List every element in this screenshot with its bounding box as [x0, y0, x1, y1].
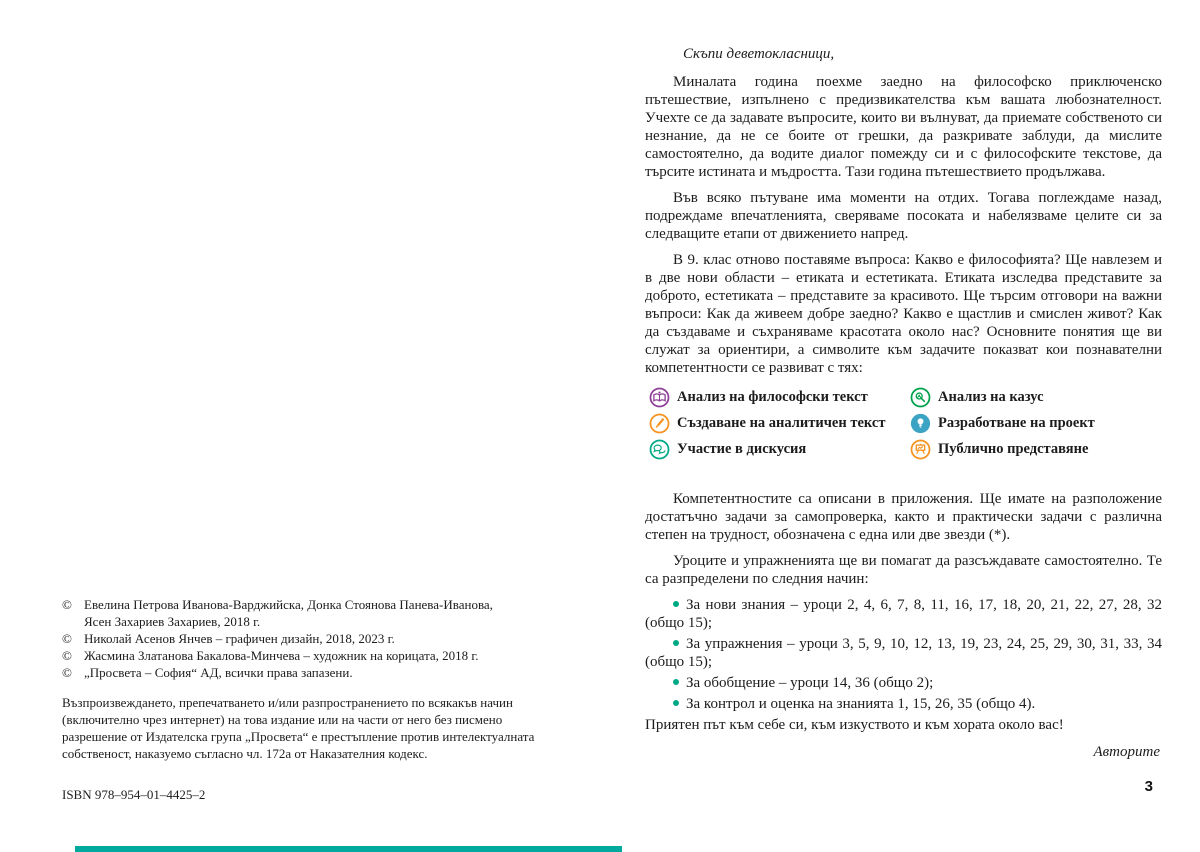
left-page-imprint [62, 596, 540, 803]
legend-item [649, 413, 910, 434]
legend-label: Разработване на проект [938, 415, 1095, 431]
page-number: 3 [1144, 778, 1153, 795]
legend-label: Публично представяне [938, 441, 1089, 457]
copyright-line [62, 596, 540, 613]
magnifying-glass-icon [910, 387, 931, 408]
preface-paragraph: В 9. клас отново поставяме въпроса: Какво е философията? Ще навлезем и в две нови области – етиката и естетиката. Етиката изследва представите за доброто, естетиката – представите за красивото. Ще търсим отговори на важни въпроси: Как да живеем добре заедно? Какво е щастлив и смислен живот? Как да създаваме и съхраняваме красотата около нас? Основните понятия ще ви служат за ориентири, а символите към задачите показват кои познавателни компетентности се развиват с тях: [645, 252, 1162, 376]
copyright-text: Евелина Петрова Иванова-Варджийска, Донка Стоянова Панева-Иванова, [84, 597, 493, 612]
legend-item [910, 413, 1095, 434]
legend-label: Анализ на философски текст [677, 389, 868, 405]
copyright-line [62, 630, 540, 647]
copyright-line [62, 613, 540, 630]
bullet-text: За упражнения – уроци 3, 5, 9, 10, 12, 13, 19, 23, 24, 25, 29, 30, 31, 33, 34 (общо 15); [645, 636, 1162, 670]
lesson-type-bullet [645, 695, 1162, 713]
bullet-dot-icon [673, 679, 679, 685]
legend-item [910, 387, 1095, 408]
preface-paragraph: Миналата година поехме заедно на философско приключенско пътешествие, изпълнено с предизвикателства към вашата любознателност. Учехте се да задавате въпросите, които ви вълнуват, да приемате собственото си незнание, да не се боите от грешки, да разкривате заблуди, да мислите самостоятелно, да водите диалог помежду си и с философските текстове, да търсите истината и мъдростта. Тази година пътешествието продължава. [645, 74, 1162, 180]
right-page [645, 46, 1162, 761]
closing-line: Приятен път към себе си, към изкуството и към хората около вас! [645, 717, 1064, 733]
bullet-text: За обобщение – уроци 14, 36 (общо 2); [686, 675, 934, 691]
footer-color-bar [75, 846, 622, 852]
legend-item [649, 439, 910, 460]
bullet-text: За контрол и оценка на знанията 1, 15, 26, 35 (общо 4). [686, 696, 1036, 712]
speech-bubbles-icon [649, 439, 670, 460]
copyright-text: „Просвета – София“ АД, всички права запазени. [84, 665, 353, 680]
presentation-board-icon [910, 439, 931, 460]
authors-signature: Авторите [1093, 744, 1160, 760]
lesson-type-bullet [645, 596, 1162, 632]
legend-label: Участие в дискусия [677, 441, 807, 457]
pencil-icon [649, 413, 670, 434]
lightbulb-icon [910, 413, 931, 434]
preface-paragraph: Уроците и упражненията ще ви помагат да разсъждавате самостоятелно. Те са разпределени по следния начин: [645, 553, 1162, 587]
bullet-dot-icon [673, 700, 679, 706]
salutation: Скъпи деветокласници, [683, 46, 835, 62]
bullet-dot-icon [673, 601, 679, 607]
copyright-line [62, 664, 540, 681]
preface-paragraph: Компетентностите са описани в приложения. Ще имате на разположение достатъчно задачи за самопроверка, както и практически задачи с различна степен на трудност, обозначена с една или две звезди (*). [645, 491, 1162, 543]
isbn: ISBN 978–954–01–4425–2 [62, 787, 206, 802]
copyright-symbol: © [62, 648, 72, 663]
copyright-text: Ясен Захариев Захариев, 2018 г. [84, 614, 261, 629]
lesson-type-bullet [645, 674, 1162, 692]
lesson-type-bullet [645, 635, 1162, 671]
legend-column-left [649, 387, 910, 460]
bullet-text: За нови знания – уроци 2, 4, 6, 7, 8, 11, 16, 17, 18, 20, 21, 22, 27, 28, 32 (общо 15); [645, 597, 1162, 631]
copyright-symbol: © [62, 665, 72, 680]
copyright-symbol: © [62, 631, 72, 646]
legal-notice: Възпроизвеждането, препечатването и/или разпространението по всякакъв начин (включително чрез интернет) на това издание или на части от него без писмено разрешение от Издателска група „Просвета“ е престъпление против интелектуалната собственост, наказуемо съгласно чл. 172а от Наказателния кодекс. [62, 695, 535, 761]
legend-item [910, 439, 1095, 460]
open-book-icon [649, 387, 670, 408]
preface-paragraph: Във всяко пътуване има моменти на отдих. Тогава поглеждаме назад, подреждаме впечатленията, сверяваме посоката и набелязваме целите си за следващите етапи от движението напред. [645, 190, 1162, 242]
copyright-text: Жасмина Златанова Бакалова-Минчева – художник на корицата, 2018 г. [84, 648, 479, 663]
copyright-symbol [62, 613, 84, 630]
legend-column-right [910, 387, 1095, 460]
copyright-text: Николай Асенов Янчев – графичен дизайн, 2018, 2023 г. [84, 631, 395, 646]
legend-label: Създаване на аналитичен текст [677, 415, 886, 431]
copyright-line [62, 647, 540, 664]
legend-label: Анализ на казус [938, 389, 1044, 405]
bullet-dot-icon [673, 640, 679, 646]
copyright-symbol: © [62, 597, 72, 612]
competency-legend [649, 387, 1162, 460]
legend-item [649, 387, 910, 408]
